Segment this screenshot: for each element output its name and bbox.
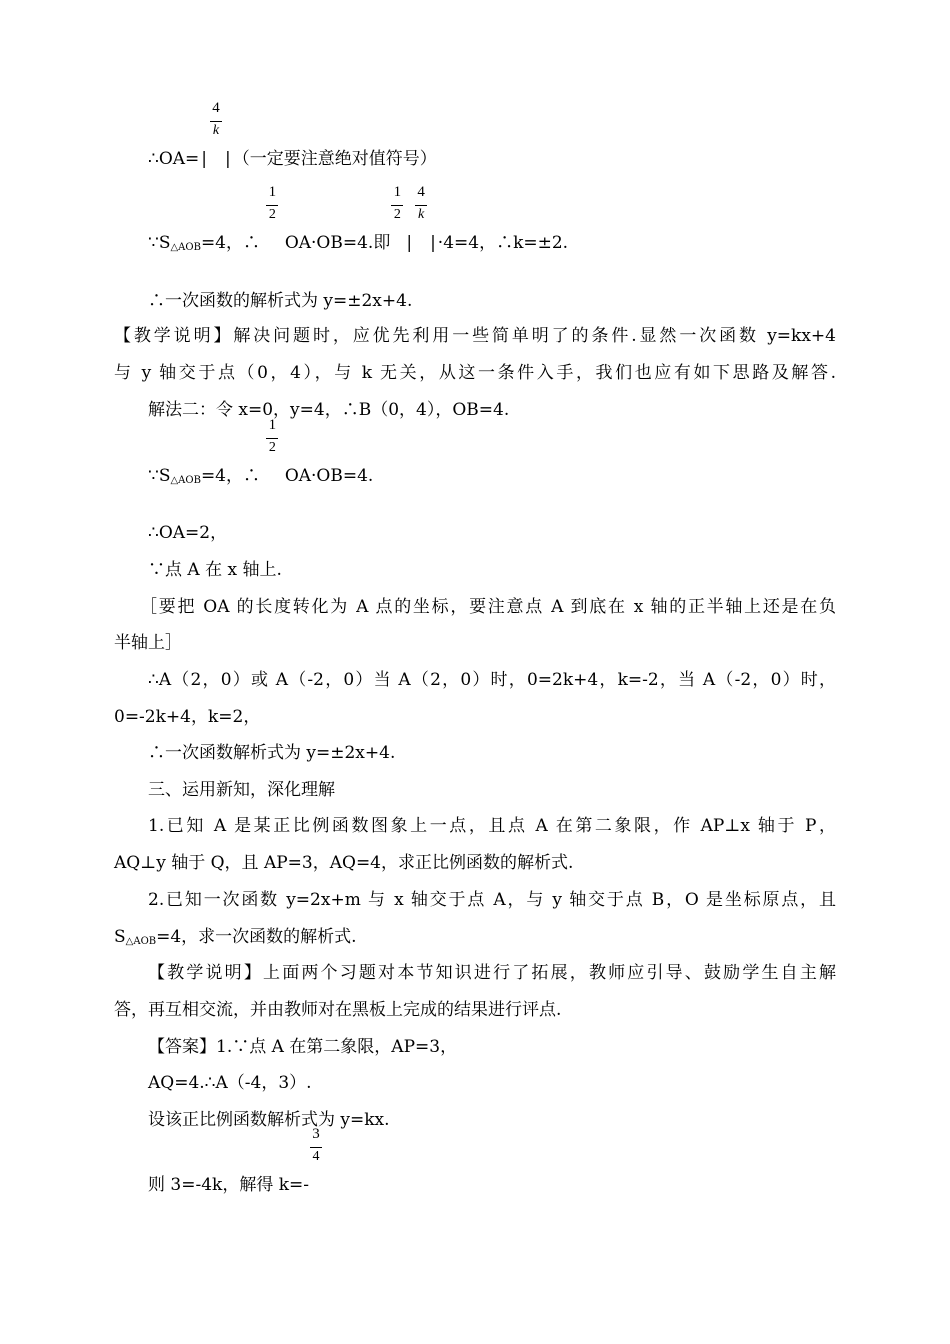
line-oa-value: ∴OA=2，	[148, 523, 228, 543]
fraction-numerator: 4	[212, 100, 220, 116]
text-segment: OA·OB=4.	[284, 466, 374, 486]
fraction-numerator: 1	[268, 184, 277, 200]
line-bracket-note-2: 半轴上］	[114, 633, 182, 653]
line-area-equation	[148, 184, 569, 259]
fraction-denominator: 4	[312, 1149, 320, 1164]
text-segment: 则 3=-4k，解得 k=-	[148, 1175, 310, 1195]
abs-bar-left: |	[406, 233, 413, 253]
text-segment: ∵S	[148, 466, 171, 486]
line-point-a: ∵点 A 在 x 轴上.	[148, 560, 282, 580]
line-result-1: ∴一次函数的解析式为 y=±2x+4.	[148, 291, 413, 311]
line-cases-2: 0=-2k+4，k=2，	[114, 707, 261, 727]
abs-bar-right: |	[225, 149, 231, 169]
subscript-aob: △AOB	[170, 475, 201, 486]
line-exercise-2: 2.已知一次函数 y=2x+m 与 x 轴交于点 A，与 y 轴交于点 B，O 是坐标原点，且	[148, 890, 836, 910]
text-segment: ·4=4，∴k=±2.	[437, 233, 569, 253]
abs-bar-left: |	[201, 149, 208, 169]
fraction-numerator: 3	[312, 1126, 320, 1142]
line-answer-1: 【答案】1.∵点 A 在第二象限，AP=3，	[148, 1037, 458, 1057]
fraction-numerator: 1	[268, 417, 277, 433]
line-teaching-note-3: 【教学说明】上面两个习题对本节知识进行了拓展，教师应引导、鼓励学生自主解	[148, 963, 836, 983]
fraction-one-half	[265, 417, 279, 481]
line-answer-4	[148, 1126, 323, 1196]
fraction-denominator: 2	[268, 440, 276, 455]
fraction-numerator: 4	[417, 184, 425, 200]
subscript-aob: △AOB	[125, 936, 157, 947]
fraction-denominator: k	[417, 207, 425, 222]
fraction-4-over-k	[209, 100, 223, 164]
text-segment: =4，∴	[200, 233, 260, 253]
fraction-denominator: 2	[268, 207, 276, 222]
fraction-one-half	[390, 184, 404, 248]
line-area-equation-2	[148, 417, 374, 492]
fraction-one-half	[265, 184, 279, 248]
line-answer-2: AQ=4.∴A（-4，3）.	[148, 1073, 312, 1093]
text-segment: S	[114, 927, 126, 947]
fraction-three-quarters	[309, 1126, 323, 1190]
line-teaching-note-1: 【教学说明】解决问题时，应优先利用一些简单明了的条件.显然一次函数 y=kx+4	[114, 326, 836, 346]
text-segment: ∵S	[148, 233, 171, 253]
line-exercise-1b: AQ⊥y 轴于 Q，且 AP=3，AQ=4，求正比例函数的解析式.	[114, 853, 574, 873]
fraction-denominator: k	[212, 123, 220, 138]
line-bracket-note-1: ［要把 OA 的长度转化为 A 点的坐标，要注意点 A 到底在 x 轴的正半轴上还是在负	[140, 597, 836, 617]
line-exercise-1: 1.已知 A 是某正比例函数图象上一点，且点 A 在第二象限，作 AP⊥x 轴于 P，	[148, 816, 836, 836]
line-exercise-2b	[114, 926, 357, 953]
text-segment: =4，∴	[200, 466, 260, 486]
line-result-2: ∴一次函数解析式为 y=±2x+4.	[148, 743, 396, 763]
text-segment: ∴OA=	[148, 149, 200, 169]
line-cases: ∴A（2，0）或 A（-2，0）当 A（2，0）时，0=2k+4，k=-2，当 A（-2，0）时，	[148, 670, 836, 690]
section-heading: 三、运用新知，深化理解	[148, 780, 335, 800]
line-answer-3: 设该正比例函数解析式为 y=kx.	[148, 1110, 390, 1130]
fraction-4-over-k	[414, 184, 428, 248]
text-segment: OA·OB=4.即	[284, 233, 391, 253]
line-oa-abs	[148, 100, 437, 170]
fraction-denominator: 2	[393, 207, 401, 222]
text-segment: （一定要注意绝对值符号）	[232, 149, 437, 169]
fraction-numerator: 1	[393, 184, 402, 200]
line-teaching-note-2: 与 y 轴交于点（0，4），与 k 无关，从这一条件入手，我们也应有如下思路及解答.	[114, 363, 836, 383]
line-method-two: 解法二：令 x=0，y=4，∴B（0，4），OB=4.	[148, 400, 510, 420]
subscript-aob: △AOB	[170, 242, 201, 253]
text-segment: =4，求一次函数的解析式.	[156, 927, 357, 947]
abs-bar-right: |	[430, 233, 436, 253]
line-teaching-note-4: 答，再互相交流，并由教师对在黑板上完成的结果进行评点.	[114, 1000, 562, 1020]
